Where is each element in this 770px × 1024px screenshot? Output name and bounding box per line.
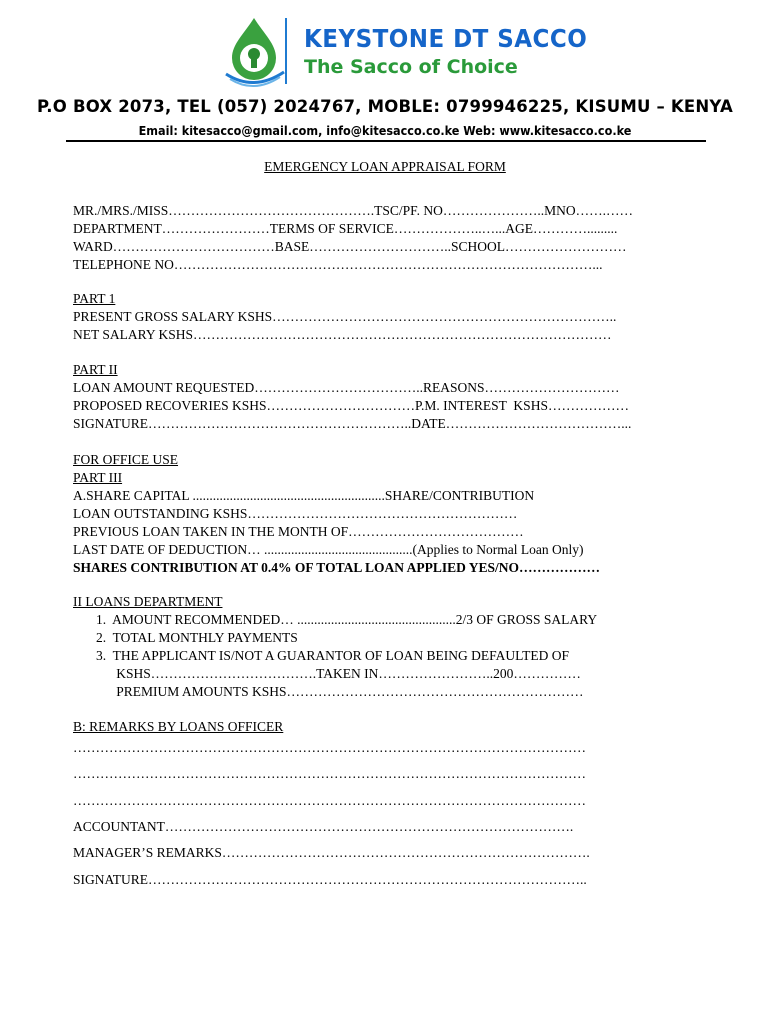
brand-name: KEYSTONE DT SACCO [304, 24, 588, 53]
contact-line: Email: kitesacco@gmail.com, info@kitesacco.co.ke Web: www.kitesacco.co.ke [138, 123, 632, 138]
header-divider [285, 18, 287, 84]
guarantor-kshs-line[interactable]: KSHS……………………………….TAKEN IN……………………..200…………… [96, 666, 581, 681]
net-salary-line[interactable]: NET SALARY KSHS………………………………………………………………………………… [73, 327, 612, 342]
final-signature-line[interactable]: SIGNATURE…………………………………………………………………………………….. [73, 872, 587, 887]
remarks-line-1[interactable]: …………………………………………………………………………………………………… [73, 740, 586, 755]
telephone-line[interactable]: TELEPHONE NO…………………………………………………………………………………... [73, 257, 603, 272]
shares-contribution-line[interactable]: SHARES CONTRIBUTION AT 0.4% OF TOTAL LOAN APPLIED YES/NO……………… [73, 560, 600, 575]
remarks-line-3[interactable]: …………………………………………………………………………………………………… [73, 793, 586, 808]
signature-date-line[interactable]: SIGNATURE…………………………………………………..DATE…………………………………... [73, 416, 632, 431]
amount-recommended-item[interactable]: 1. AMOUNT RECOMMENDED… ...............................................2/3 OF GROSS SALARY [96, 612, 598, 627]
accountant-line[interactable]: ACCOUNTANT………………………………………………………………………………. [73, 819, 574, 834]
gross-salary-line[interactable]: PRESENT GROSS SALARY KSHS………………………………………………………………….. [73, 309, 617, 324]
loan-amount-line[interactable]: LOAN AMOUNT REQUESTED………………………………..REASONS………………………… [73, 380, 620, 395]
premium-amounts-line[interactable]: PREMIUM AMOUNTS KSHS………………………………………………………… [96, 684, 584, 699]
office-use-heading: FOR OFFICE USE [73, 452, 179, 467]
share-capital-line[interactable]: A.SHARE CAPITAL .........................................................SHARE/CONTRIBUTION [73, 488, 535, 503]
remarks-heading: B: REMARKS BY LOANS OFFICER [73, 719, 284, 734]
form-title: EMERGENCY LOAN APPRAISAL FORM [264, 159, 506, 174]
previous-loan-line[interactable]: PREVIOUS LOAN TAKEN IN THE MONTH OF………………………………… [73, 524, 524, 539]
loans-department-heading: II LOANS DEPARTMENT [73, 594, 223, 609]
last-deduction-line[interactable]: LAST DATE OF DEDUCTION… ............................................(Applies to Normal Loan Only) [73, 542, 584, 557]
loan-outstanding-line[interactable]: LOAN OUTSTANDING KSHS…………………………………………………… [73, 506, 518, 521]
name-line[interactable]: MR./MRS./MISS……………………………………….TSC/PF. NO…………………..MNO…….…… [73, 203, 633, 218]
address-line: P.O BOX 2073, TEL (057) 2024767, MOBLE: 0799946225, KISUMU – KENYA [37, 97, 733, 116]
manager-remarks-line[interactable]: MANAGER’S REMARKS………………………………………………………………………. [73, 845, 590, 860]
department-line[interactable]: DEPARTMENT……………………TERMS OF SERVICE………………..…...AGE…………......... [73, 221, 618, 236]
part2-heading: PART II [73, 362, 118, 377]
tagline: The Sacco of Choice [304, 56, 518, 78]
guarantor-item[interactable]: 3. THE APPLICANT IS/NOT A GUARANTOR OF LOAN BEING DEFAULTED OF [96, 648, 570, 663]
sacco-logo-icon [222, 16, 286, 88]
part3-heading: PART III [73, 470, 123, 485]
header-rule [66, 140, 706, 142]
recoveries-line[interactable]: PROPOSED RECOVERIES KSHS……………………………P.M. INTEREST KSHS……………… [73, 398, 629, 413]
ward-line[interactable]: WARD………………………………BASE…………………………..SCHOOL……………………… [73, 239, 627, 254]
part1-heading: PART 1 [73, 291, 116, 306]
remarks-line-2[interactable]: …………………………………………………………………………………………………… [73, 766, 586, 781]
monthly-payments-item[interactable]: 2. TOTAL MONTHLY PAYMENTS [96, 630, 298, 645]
